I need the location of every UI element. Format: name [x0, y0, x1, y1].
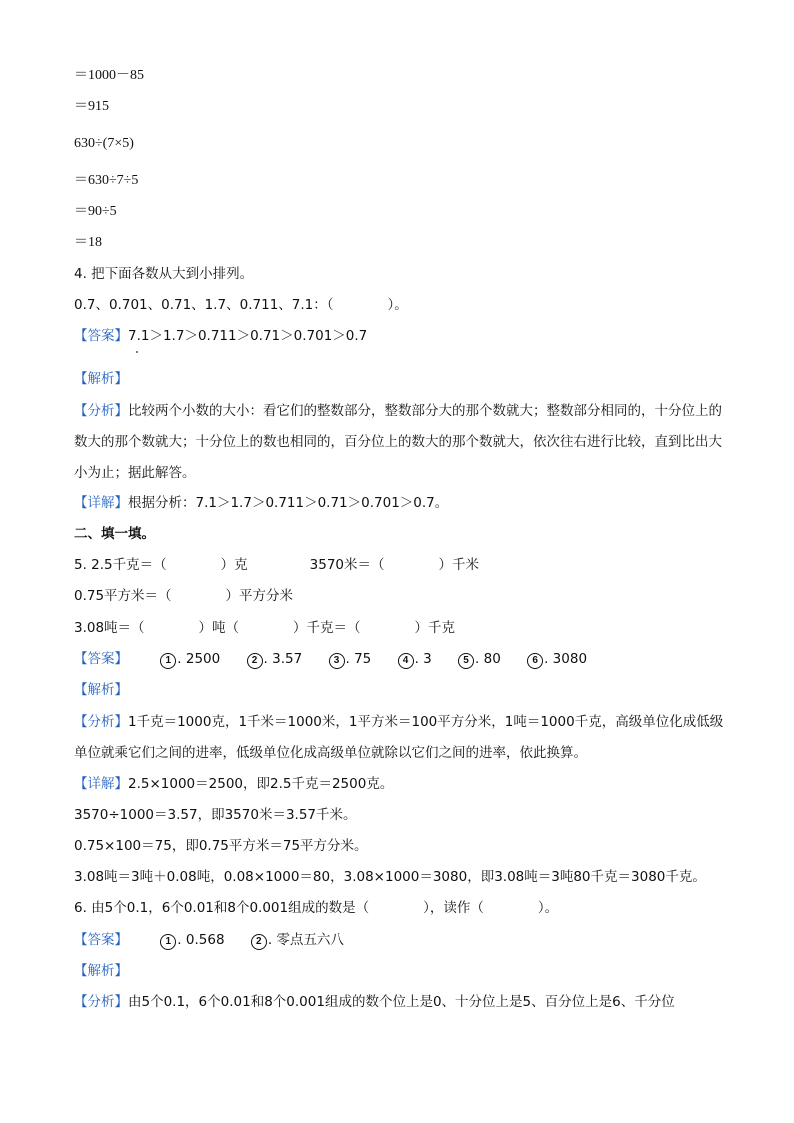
stray-dot — [136, 351, 138, 353]
calc-line: ＝1000－85 — [74, 68, 144, 83]
question-6-text: 6. 由5个0.1，6个0.01和8个0.001组成的数是（ ），读作（ ）。 — [74, 900, 559, 916]
q5-part-a: 5. 2.5千克＝（ ）克 — [74, 557, 248, 573]
answer-item — [329, 651, 372, 667]
answer-item — [398, 651, 432, 667]
answer-value: . 80 — [475, 651, 501, 667]
circled-number: 1 — [160, 934, 176, 950]
calc-line: 630÷(7×5) — [74, 136, 134, 151]
analysis-heading: 【解析】 — [74, 371, 128, 387]
circled-number: 1 — [160, 653, 176, 669]
circled-number: 3 — [329, 653, 345, 669]
question-5-line-2: 0.75平方米＝（ ）平方分米 — [74, 588, 294, 604]
answer-item — [247, 651, 303, 667]
circled-number: 4 — [398, 653, 414, 669]
circled-number: 5 — [458, 653, 474, 669]
q5-part-b: 3570米＝（ ）千米 — [309, 557, 480, 573]
answer-value: . 零点五六八 — [267, 932, 344, 948]
calc-line: ＝630÷7÷5 — [74, 173, 139, 188]
answer-tag: 【答案】 — [74, 932, 128, 948]
detail-row — [74, 774, 393, 794]
answer-text: 7.1＞1.7＞0.711＞0.71＞0.701＞0.7 — [128, 328, 368, 344]
question-4-text: 0.7、0.701、0.71、1.7、0.711、7.1：（ ）。 — [74, 297, 408, 313]
answer-item — [160, 932, 224, 948]
detail-text: 根据分析：7.1＞1.7＞0.711＞0.71＞0.701＞0.7。 — [128, 495, 449, 511]
detail-row — [74, 493, 448, 513]
detail-text: 2.5×1000＝2500，即2.5千克＝2500克。 — [128, 776, 394, 792]
detail-line: 3570÷1000＝3.57，即3570米＝3.57千米。 — [74, 807, 357, 823]
analysis-paragraph — [74, 992, 675, 1012]
circled-number: 2 — [247, 653, 263, 669]
question-4-title: 4. 把下面各数从大到小排列。 — [74, 266, 254, 282]
answer-item — [458, 651, 501, 667]
detail-tag: 【详解】 — [74, 495, 128, 511]
question-5-line-3: 3.08吨＝（ ）吨（ ）千克＝（ ）千克 — [74, 620, 456, 636]
circled-number: 6 — [527, 653, 543, 669]
answer-value: . 3 — [414, 651, 432, 667]
fenxi-tag: 【分析】 — [74, 403, 128, 419]
answer-row — [74, 930, 366, 950]
answer-row — [74, 649, 609, 669]
calc-line: ＝915 — [74, 99, 109, 114]
answer-value: . 2500 — [177, 651, 221, 667]
answer-tag: 【答案】 — [74, 651, 128, 667]
analysis-heading: 【解析】 — [74, 963, 128, 979]
question-5-line-1 — [74, 555, 479, 575]
answer-item — [160, 651, 220, 667]
calc-line: ＝18 — [74, 235, 102, 250]
fenxi-text: 由5个0.1，6个0.01和8个0.001组成的数个位上是0、十分位上是5、百分位上是6、千分位 — [128, 994, 675, 1010]
detail-line: 3.08吨＝3吨＋0.08吨，0.08×1000＝80，3.08×1000＝3080，即3.08吨＝3吨80千克＝3080千克。 — [74, 869, 706, 885]
analysis-paragraph — [74, 396, 724, 489]
analysis-heading: 【解析】 — [74, 682, 128, 698]
answer-item — [527, 651, 587, 667]
answer-value: . 3.57 — [263, 651, 303, 667]
fenxi-text: 1千克＝1000克，1千米＝1000米，1平方米＝100平方分米，1吨＝1000千克，高级单位化成低级单位就乘它们之间的进率，低级单位化成高级单位就除以它们之间的进率，依此换算。 — [74, 714, 724, 761]
fenxi-text: 比较两个小数的大小：看它们的整数部分，整数部分大的那个数就大；整数部分相同的，十分位上的数大的那个数就大；十分位上的数也相同的，百分位上的数大的那个数就大，依次往右进行比较，直到比出大小为止；据此解答。 — [74, 403, 722, 481]
detail-line: 0.75×100＝75，即0.75平方米＝75平方分米。 — [74, 838, 368, 854]
answer-value: . 0.568 — [177, 932, 225, 948]
answer-value: . 3080 — [544, 651, 588, 667]
answer-item — [251, 932, 344, 948]
answer-value: . 75 — [345, 651, 372, 667]
answer-tag: 【答案】 — [74, 328, 128, 344]
answer-row — [74, 326, 367, 346]
circled-number: 2 — [251, 934, 267, 950]
fenxi-tag: 【分析】 — [74, 714, 128, 730]
section-title: 二、填一填。 — [74, 526, 155, 542]
fenxi-tag: 【分析】 — [74, 994, 128, 1010]
analysis-paragraph — [74, 707, 724, 769]
calc-line: ＝90÷5 — [74, 204, 117, 219]
detail-tag: 【详解】 — [74, 776, 128, 792]
